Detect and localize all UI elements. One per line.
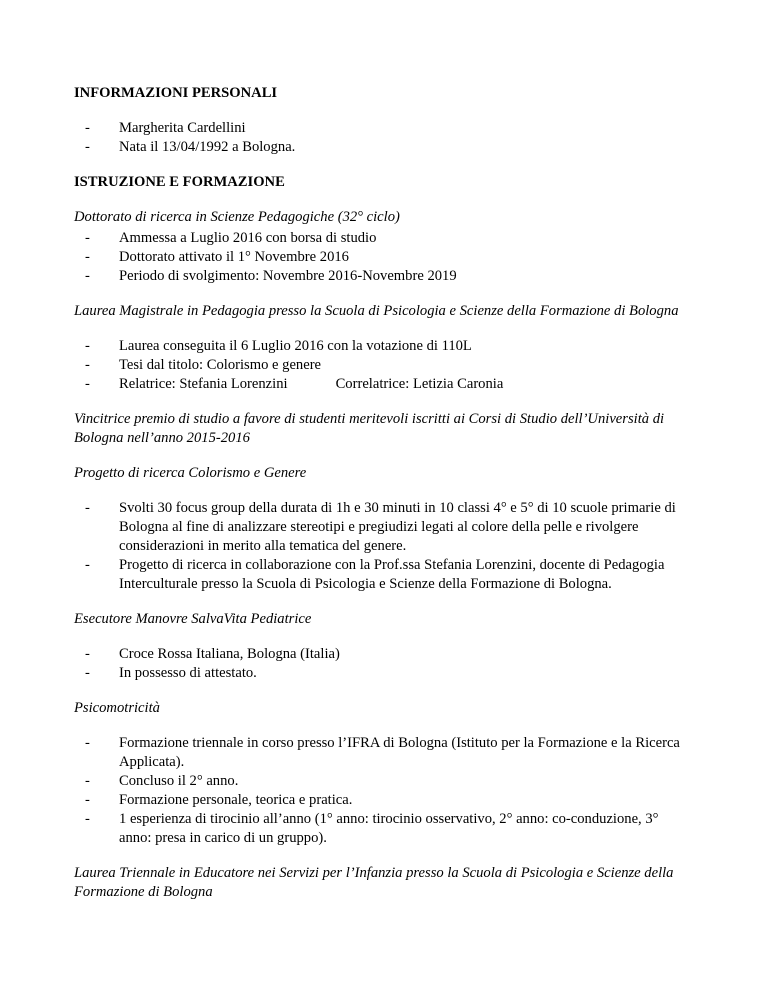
list-item: - Formazione personale, teorica e pratica. [74,791,694,810]
section-heading-personal: INFORMAZIONI PERSONALI [74,85,278,101]
list-item: - Nata il 13/04/1992 a Bologna. [74,138,694,157]
relatrice-text: Relatrice: Stefania Lorenzini [119,376,288,392]
psicomotricita-list [74,734,694,848]
master-title: Laurea Magistrale in Pedagogia presso la Scuola di Psicologia e Scienze della Formazione di Bologna [74,303,679,319]
list-item: - Formazione triennale in corso presso l’IFRA di Bologna (Istituto per la Formazione e la Ricerca Applicata). [74,734,694,772]
personal-info-list [74,119,694,157]
list-item: - Ammessa a Luglio 2016 con borsa di studio [74,229,694,248]
master-list [74,337,694,394]
phd-title: Dottorato di ricerca in Scienze Pedagogiche (32° ciclo) [74,209,400,225]
list-item: - Tesi dal titolo: Colorismo e genere [74,356,694,375]
list-item: - Periodo di svolgimento: Novembre 2016-Novembre 2019 [74,267,694,286]
section-heading-education: ISTRUZIONE E FORMAZIONE [74,174,285,190]
list-item-supervisors [74,375,694,394]
list-item: - Progetto di ricerca in collaborazione con la Prof.ssa Stefania Lorenzini, docente di Pedagogia Interculturale presso la Scuola di Psicologia e Scienze della Formazione di Bologna. [74,556,694,594]
psicomotricita-title: Psicomotricità [74,700,160,716]
list-item: - Croce Rossa Italiana, Bologna (Italia) [74,645,694,664]
list-item: - In possesso di attestato. [74,664,694,683]
list-item: - Dottorato attivato il 1° Novembre 2016 [74,248,694,267]
list-item: - 1 esperienza di tirocinio all’anno (1° anno: tirocinio osservativo, 2° anno: co-conduzione, 3° anno: presa in carico di un gruppo). [74,810,694,848]
phd-list [74,229,694,286]
project-list [74,499,694,594]
list-item: - Concluso il 2° anno. [74,772,694,791]
bachelor-title: Laurea Triennale in Educatore nei Servizi per l’Infanzia presso la Scuola di Psicologia e Scienze della Formazione di Bologna [74,865,674,900]
list-item: - Laurea conseguita il 6 Luglio 2016 con la votazione di 110L [74,337,694,356]
project-title: Progetto di ricerca Colorismo e Genere [74,465,307,481]
list-item: - Margherita Cardellini [74,119,694,138]
list-item: - Svolti 30 focus group della durata di 1h e 30 minuti in 10 classi 4° e 5° di 10 scuole primarie di Bologna al fine di analizzare stereotipi e pregiudizi legati al colore della pelle e rivolgere considerazioni in merito alla tematica del genere. [74,499,694,556]
correlatrice-text: Correlatrice: Letizia Caronia [335,376,504,392]
cv-content [74,84,694,904]
salvavita-title: Esecutore Manovre SalvaVita Pediatrice [74,611,312,627]
prize-title: Vincitrice premio di studio a favore di studenti meritevoli iscritti ai Corsi di Studio dell’Università di Bologna nell’anno 2015-2016 [74,411,665,446]
salvavita-list [74,645,694,683]
